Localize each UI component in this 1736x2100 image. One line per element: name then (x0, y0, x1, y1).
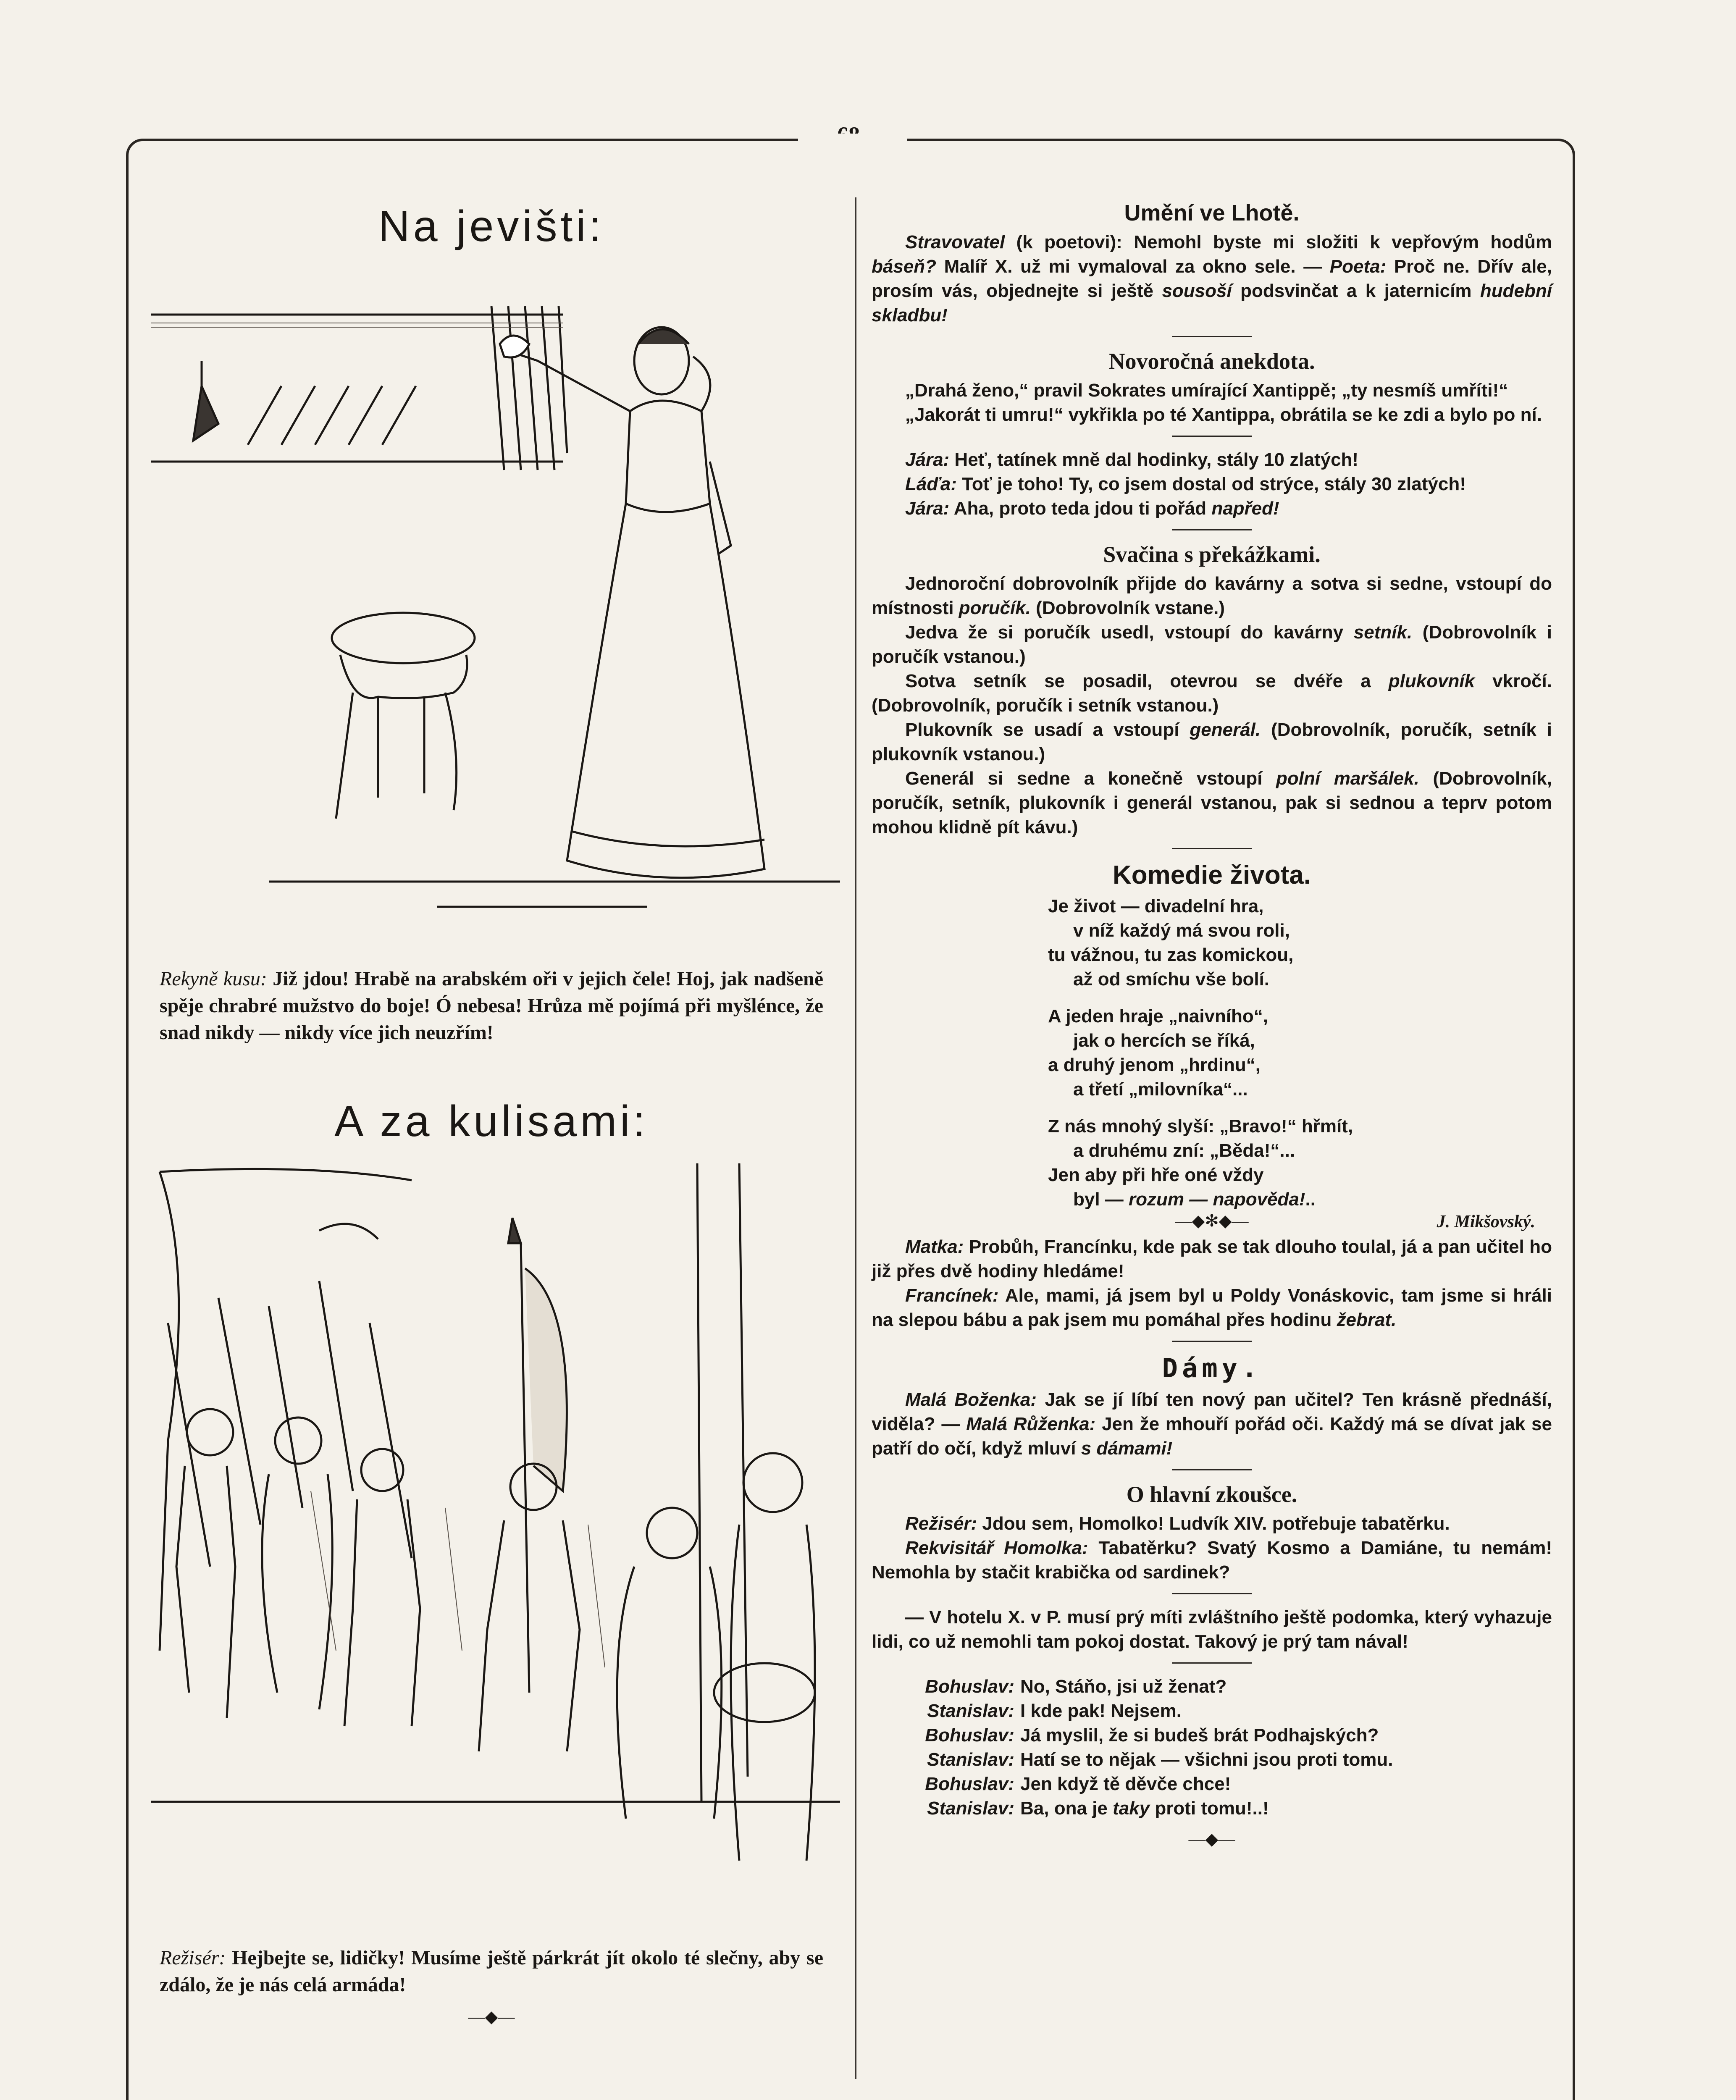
text-run: Generál si sedne a konečně vstoupí (905, 768, 1276, 789)
title-new-year-anecdote: Novoročná anekdota. (1108, 349, 1315, 374)
end-ornament: —◆— (1188, 1830, 1235, 1848)
text-run: Heť, tatínek mně dal hodinky, stály 10 zlatých! (949, 449, 1359, 470)
snack-paragraph (872, 620, 1552, 669)
text-run: vkročí. (Dobrovolník, poručík i setník vstanou.) (872, 671, 1552, 716)
poem-line: v níž každý má svou roli, (1073, 920, 1290, 941)
dialog-row (872, 1772, 1552, 1796)
poem-line: a třetí „milovníka“... (1073, 1079, 1248, 1100)
text-run: Ale, mami, já jsem byl u Poldy Vonáskovic, tam jsme si hráli na slepou bábu a pak jsem mu pomáhal přes hodinu (872, 1285, 1552, 1330)
poem-line: a druhý jenom „hrdinu“, (1048, 1055, 1261, 1075)
text-run: Jdou sem, Homolko! Ludvík XIV. potřebuje tabatěrku. (977, 1513, 1450, 1534)
poem-line: Z nás mnohý slyší: „Bravo!“ hřmít, (1048, 1116, 1353, 1137)
emphasis: báseň? (872, 256, 937, 277)
emphasis: napřed! (1211, 498, 1279, 519)
poem-author: J. Mikšovský. (1437, 1212, 1535, 1231)
poem-line: Je život — divadelní hra, (1048, 896, 1264, 916)
text-run: Ba, ona je (1020, 1798, 1113, 1819)
text-run: (Dobrovolník, poručík, setník, plukovník i generál vstanou, pak si sednou a teprv potom mohou klidně pít kávu.) (872, 768, 1552, 837)
snack-paragraph (872, 572, 1552, 620)
separator (1172, 436, 1252, 437)
poem-ornament: —◆✻◆— (1175, 1211, 1249, 1230)
title-comedy-of-life: Komedie života. (1113, 861, 1311, 890)
column-divider (855, 197, 856, 2079)
hotel-anecdote: — V hotelu X. v P. musí prý míti zvláštního ještě podomka, který vyhazuje lidi, co už nemohli tam pokoj dostat. Takový je prý tam nával! (872, 1607, 1552, 1652)
separator (1172, 1341, 1252, 1342)
emphasis: žebrat. (1337, 1310, 1397, 1330)
poem-stanza (1048, 1114, 1552, 1212)
text-run: (Dobrovolník vstane.) (1030, 598, 1225, 618)
speaker: Stravovatel (905, 232, 1005, 252)
caption-speaker: Rekyně kusu: (160, 968, 267, 990)
speaker: Malá Růženka: (966, 1414, 1096, 1434)
emphasis: hudební skladbu! (872, 281, 1552, 326)
text-run: Jak se jí líbí ten nový pan učitel? Ten krásně přednáší, viděla? — (872, 1389, 1552, 1434)
speaker: Poeta: (1329, 256, 1387, 277)
poem-line: a druhému zní: „Běda!“... (1073, 1140, 1295, 1161)
text-run: Jen že mhouří pořád oči. Každý má se dívat jak se patří do očí, když mluví (872, 1414, 1552, 1459)
art-in-lhota-text (872, 230, 1552, 328)
text-run (1020, 1796, 1269, 1821)
poem-line: až od smíchu vše bolí. (1073, 969, 1270, 990)
mother-dialog (872, 1235, 1552, 1284)
right-column (872, 193, 1552, 1849)
poem-stanza (1048, 1004, 1552, 1102)
poem-line: A jeden hraje „naivního“, (1048, 1006, 1269, 1026)
dialog-line (872, 472, 1552, 496)
title-art-in-lhota: Umění ve Lhotě. (1124, 200, 1300, 226)
text-run: Plukovník se usadí a vstoupí (905, 719, 1190, 740)
speaker: Stanislav: (927, 1749, 1014, 1770)
poem-line (1048, 1187, 1552, 1212)
title-dress-rehearsal: O hlavní zkoušce. (1126, 1482, 1297, 1507)
dialog-row (872, 1699, 1552, 1723)
speaker: Bohuslav: (925, 1725, 1014, 1746)
text-run: Jedva že si poručík usedl, vstoupí do kavárny (905, 622, 1354, 643)
dialog-line (872, 448, 1552, 472)
emphasis: taky (1113, 1798, 1150, 1819)
heading-on-stage: Na jevišti: (378, 202, 605, 251)
text-run: Tabatěrku? Svatý Kosmo a Damiáne, tu nemám! Nemohla by stačit krabička od sardinek? (872, 1538, 1552, 1583)
backstage-illustration (143, 1147, 840, 1945)
dialog-row (872, 1748, 1552, 1772)
dialog-row (872, 1796, 1552, 1821)
poem-line: tu vážnou, tu zas komickou, (1048, 945, 1294, 965)
dialog-row (872, 1723, 1552, 1748)
title-snack-obstacles: Svačina s překážkami. (1103, 542, 1321, 567)
left-column (143, 185, 840, 2026)
separator (1172, 529, 1252, 530)
speaker: Jára: (905, 449, 950, 470)
speaker: Bohuslav: (925, 1676, 1014, 1697)
text-run: Já myslil, že si budeš brát Podhajských? (1020, 1725, 1379, 1746)
emphasis: generál. (1190, 719, 1261, 740)
speaker: Jára: (905, 498, 950, 519)
frame-gap (798, 134, 907, 146)
emphasis: poručík. (959, 598, 1031, 618)
poem-line: jak o hercích se říká, (1073, 1030, 1255, 1051)
emphasis: setník. (1353, 622, 1413, 643)
caption-text-2: Hejbejte se, lidičky! Musíme ještě párkrát jít okolo té slečny, aby se zdálo, že je nás celá armáda! (160, 1947, 823, 1996)
caption-speaker-2: Režisér: (160, 1947, 226, 1969)
poem (1048, 894, 1552, 1212)
emphasis: plukovník (1388, 671, 1475, 691)
left-ornament: —◆— (468, 2007, 515, 2026)
text-run: Proč ne. Dřív ale, prosím vás, objednejte si ještě (872, 256, 1552, 301)
text-run: Malíř X. už mi vymaloval za okno sele. — (936, 256, 1330, 277)
separator (1172, 1469, 1252, 1470)
emphasis: rozum — napověda! (1129, 1189, 1305, 1210)
caption-backstage (160, 1945, 823, 1998)
speaker: Bohuslav: (925, 1774, 1014, 1794)
text-run: .. (1305, 1189, 1316, 1210)
text-run: Toť je toho! Ty, co jsem dostal od strýce, stály 30 zlatých! (957, 474, 1466, 494)
text-run: (Dobrovolník i poručík vstanou.) (872, 622, 1552, 667)
speaker: Režisér: (905, 1513, 977, 1534)
text-run: Probůh, Francínku, kde pak se tak dlouho toulal, já a pan učitel ho již přes dvě hodiny hledáme! (872, 1236, 1552, 1281)
text-run: podsvinčat a k jaternicím (1232, 281, 1480, 301)
emphasis: sousoší (1162, 281, 1232, 301)
rehearsal-dialog (872, 1512, 1552, 1536)
speaker: Matka: (905, 1236, 964, 1257)
text-run: Jen když tě děvče chce! (1020, 1774, 1231, 1794)
rehearsal-dialog (872, 1536, 1552, 1585)
snack-paragraph (872, 766, 1552, 840)
speaker: Stanislav: (927, 1701, 1014, 1721)
separator (1172, 336, 1252, 337)
separator (1172, 1593, 1252, 1594)
caption-on-stage (160, 966, 823, 1046)
ladies-dialog (872, 1388, 1552, 1461)
poem-line: Jen aby při hře oné vždy (1048, 1165, 1264, 1185)
speaker: Láďa: (905, 474, 957, 494)
text-run: No, Stáňo, jsi už ženat? (1020, 1676, 1227, 1697)
text-run: Aha, proto teda jdou ti pořád (949, 498, 1212, 519)
emphasis: s dámami! (1081, 1438, 1173, 1459)
separator (1172, 848, 1252, 849)
speaker: Francínek: (905, 1285, 999, 1306)
speaker: Rekvisitář Homolka: (905, 1538, 1088, 1558)
poem-stanza (1048, 894, 1552, 992)
speaker: Stanislav: (927, 1798, 1014, 1819)
text-run: (k poetovi): Nemohl byste mi složiti k vepřovým hodům (1005, 232, 1552, 252)
heading-backstage: A za kulisami: (334, 1097, 649, 1146)
text-run: Jednoroční dobrovolník přijde do kavárny a sotva si sedne, vstoupí do místnosti (872, 573, 1552, 618)
stage-illustration (143, 252, 840, 966)
anecdote-paragraph-1: „Drahá ženo,“ pravil Sokrates umírající Xantippě; „ty nesmíš umříti!“ (905, 380, 1508, 401)
snack-paragraph (872, 718, 1552, 766)
text-run: byl — (1073, 1189, 1129, 1210)
dialog-line (872, 496, 1552, 521)
anecdote-paragraph-2: „Jakorát ti umru!“ vykřikla po té Xantippa, obrátila se ke zdi a bylo po ní. (905, 404, 1542, 425)
separator (1172, 1662, 1252, 1664)
text-run: (Dobrovolník, poručík, setník i plukovník vstanou.) (872, 719, 1552, 764)
text-run: Hatí se to nějak — všichni jsou proti tomu. (1020, 1749, 1393, 1770)
speaker: Malá Boženka: (905, 1389, 1037, 1410)
title-ladies: Dámy. (1162, 1353, 1262, 1383)
dialog-row (872, 1675, 1552, 1699)
caption-text: Již jdou! Hrabě na arabském oři v jejich čele! Hoj, jak nadšeně spěje chrabré mužstvo do boje! Ó nebesa! Hrůza mě pojímá při myšlénce, že snad nikdy — nikdy více jich neuzřím! (160, 968, 824, 1044)
emphasis: polní maršálek. (1276, 768, 1419, 789)
francinek-dialog (872, 1284, 1552, 1332)
text-run: proti tomu!..! (1150, 1798, 1269, 1819)
text-run: Sotva setník se posadil, otevrou se dvéře a (905, 671, 1389, 691)
snack-paragraph (872, 669, 1552, 718)
text-run: I kde pak! Nejsem. (1020, 1701, 1182, 1721)
